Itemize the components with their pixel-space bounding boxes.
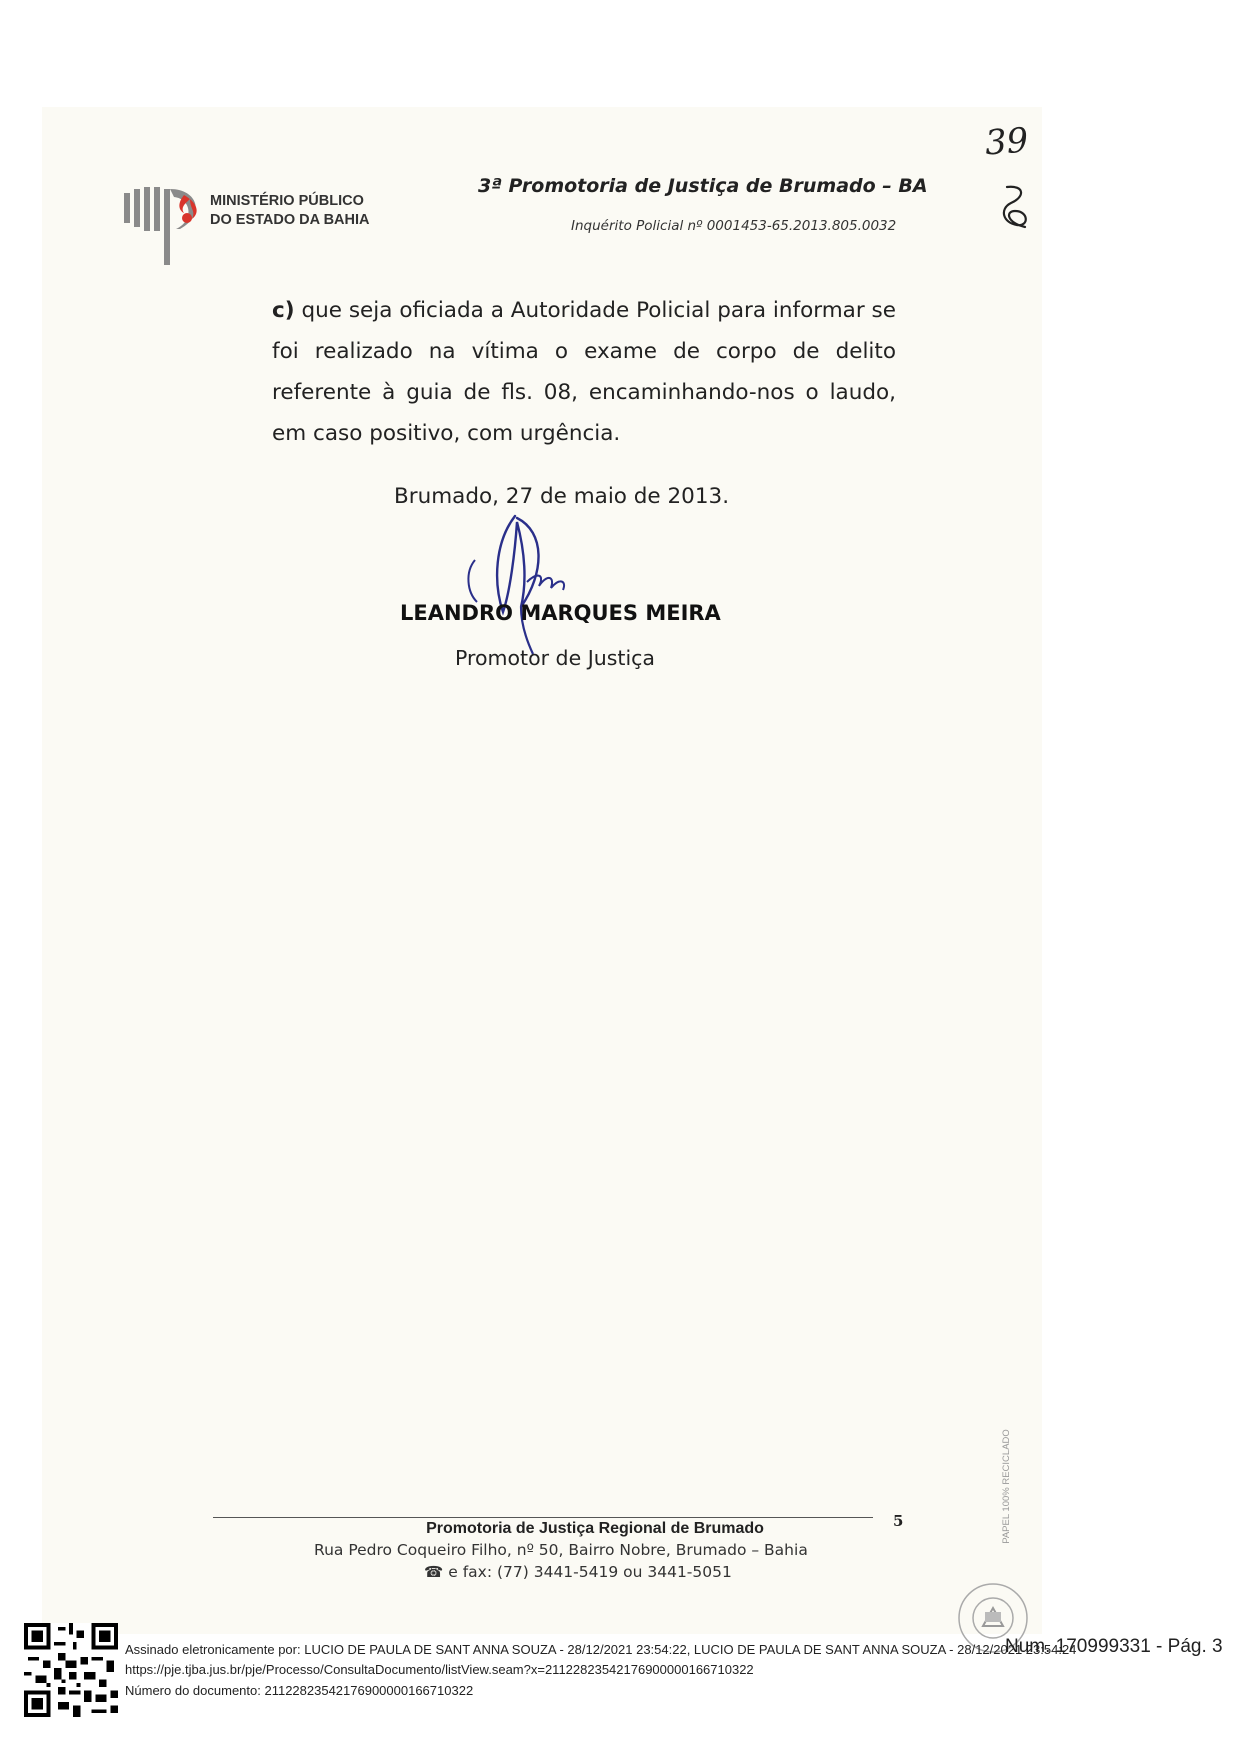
request-paragraph bbox=[272, 290, 896, 454]
mp-logo bbox=[120, 185, 215, 265]
document-number: Número do documento: 21122823542176900000166710322 bbox=[125, 1683, 474, 1698]
date-line: Brumado, 27 de maio de 2013. bbox=[394, 484, 730, 509]
footer-phone: ☎ e fax: (77) 3441-5419 ou 3441-5051 bbox=[424, 1563, 732, 1581]
footer-organization bbox=[0, 1520, 1240, 1538]
page-number: 5 bbox=[893, 1512, 904, 1530]
item-text: que seja oficiada a Autoridade Policial para informar se foi realizado na vítima o exame de corpo de delito referente à guia de fls. 08, encaminhando-nos o laudo, em caso positivo, com urgência. bbox=[272, 298, 896, 446]
signer-role: Promotor de Justiça bbox=[455, 646, 655, 670]
handwritten-signature bbox=[455, 512, 615, 657]
logo-text bbox=[210, 192, 370, 230]
footer-address: Rua Pedro Coqueiro Filho, nº 50, Bairro Nobre, Brumado – Bahia bbox=[314, 1541, 808, 1559]
item-letter: c) bbox=[272, 298, 295, 323]
document-page-number: Num. 170999331 - Pág. 3 bbox=[1005, 1636, 1223, 1657]
promotoria-title: 3ª Promotoria de Justiça de Brumado – BA bbox=[478, 175, 928, 197]
footer-divider bbox=[213, 1517, 873, 1518]
inquerito-number: Inquérito Policial nº 0001453-65.2013.805.0032 bbox=[571, 218, 897, 234]
qr-code-icon bbox=[24, 1623, 118, 1717]
electronic-signature-line: Assinado eletronicamente por: LUCIO DE PAULA DE SANT ANNA SOUZA - 28/12/2021 23:54:22, LUCIO DE PAULA DE SANT ANNA SOUZA - 28/12/2021 23:54:24 bbox=[125, 1642, 1077, 1657]
document-url[interactable]: https://pje.tjba.jus.br/pje/Processo/ConsultaDocumento/listView.seam?x=21122823542176900000166710322 bbox=[125, 1662, 754, 1677]
footer-organization-text: Promotoria de Justiça Regional de Brumado bbox=[426, 1520, 764, 1537]
handwritten-initial bbox=[995, 183, 1035, 231]
logo-text-line1: MINISTÉRIO PÚBLICO bbox=[210, 193, 364, 209]
logo-text-line2: DO ESTADO DA BAHIA bbox=[210, 212, 370, 228]
recycled-paper-label: PAPEL 100% RECICLADO bbox=[1001, 1429, 1012, 1544]
handwritten-folio-number: 39 bbox=[983, 120, 1030, 164]
signer-name: LEANDRO MARQUES MEIRA bbox=[400, 601, 721, 625]
